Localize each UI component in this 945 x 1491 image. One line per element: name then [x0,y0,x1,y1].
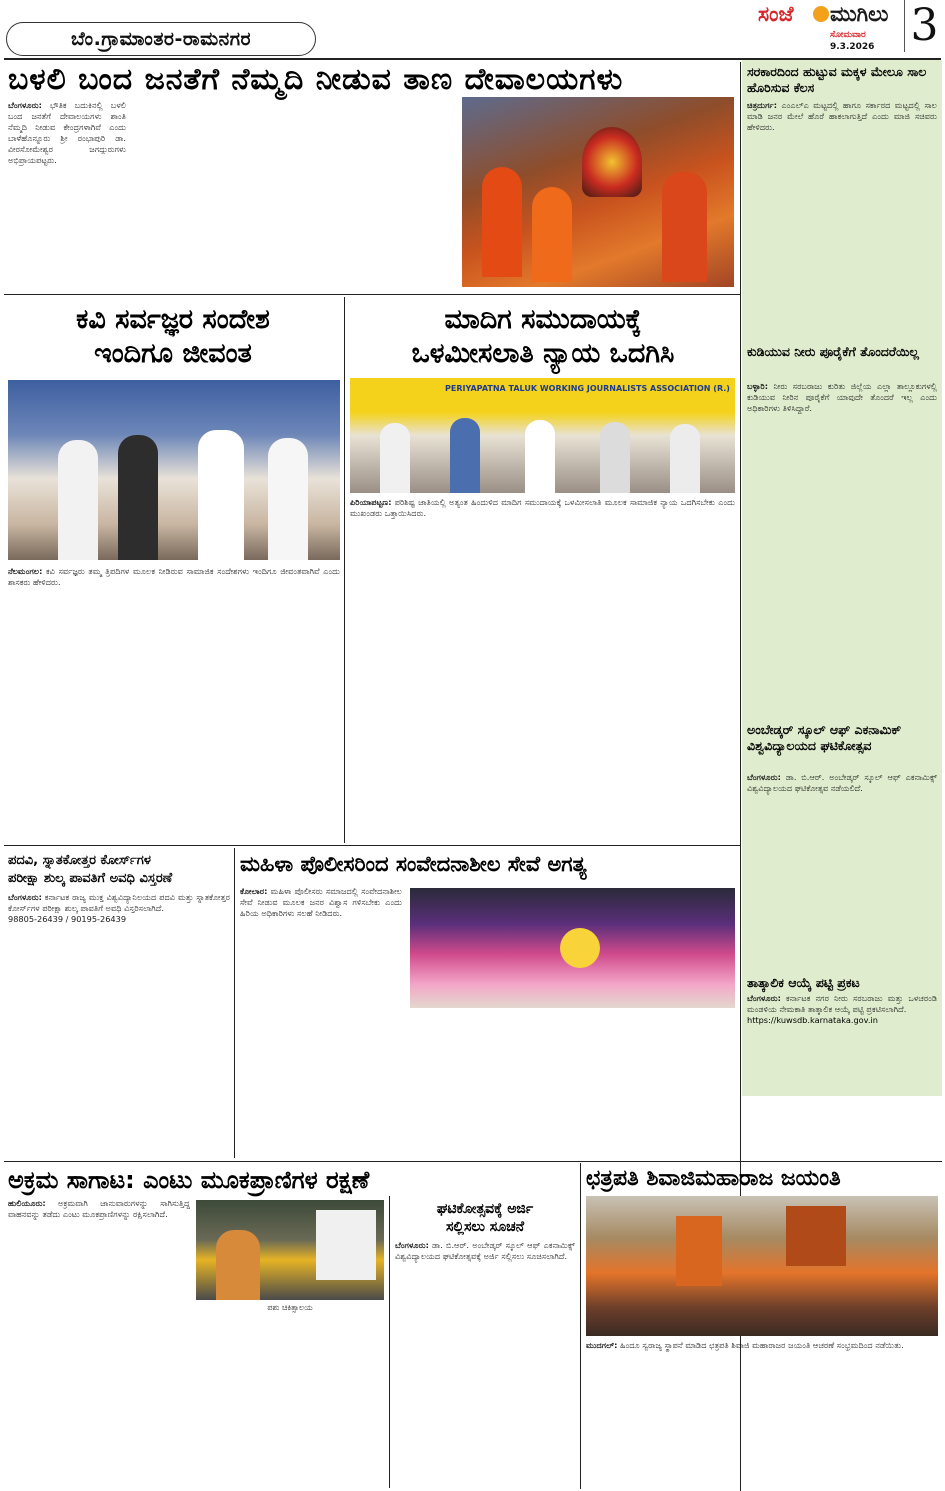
story-lead-temples: ಭೌತಿಕ ಬದುಕಿನಲ್ಲಿ ಬಳಲಿ ಬಂದ ಜನತೆಗೆ ದೇವಾಲಯಗಳು ಶಾಂತಿ ನೆಮ್ಮದಿ ನೀಡುವ ಕೇಂದ್ರಗಳಾಗಿವೆ ಎಂದು ಬಾಳೆಹೊನ್ನೂರು ಶ್ರೀ ರಂಭಾಪುರಿ ಡಾ. ವೀರಸೋಮೇಶ್ವರ ಜಗದ್ಗುರುಗಳು ಅಭಿಪ್ರಾಯಪಟ್ಟರು. [8,100,126,166]
issue-weekday: ಸೋಮವಾರ [830,30,866,40]
headline-line: ಪರೀಕ್ಷಾ ಶುಲ್ಕ ಪಾವತಿಗೆ ಅವಧಿ ವಿಸ್ತರಣೆ [8,871,173,886]
story-lead-convocation: ಡಾ. ಬಿ.ಆರ್. ಅಂಬೇಡ್ಕರ್ ಸ್ಕೂಲ್ ಆಫ್ ಎಕನಾಮಿಕ್ಸ್ ವಿಶ್ವವಿದ್ಯಾಲಯದ ಘಟಿಕೋತ್ಸವಕ್ಕೆ ಅರ್ಜಿ ಸಲ್ಲಿಸಲು ಸೂಚಿಸಲಾಗಿದೆ. [395,1240,575,1262]
truck-decor [316,1210,376,1280]
sidebar-body-temp-list [747,993,937,1088]
figure-decor [450,418,480,493]
helpline-numbers: 98805-26439 / 90195-26439 [8,914,127,925]
dateline: ಬೆಂಗಳೂರು: [8,100,42,110]
story-headline-exam-fee[interactable] [8,852,230,888]
dateline: ಬೆಂಗಳೂರು: [747,993,781,1003]
page-number: 3 [904,0,944,52]
dateline: ಬೆಂಗಳೂರು: [747,772,781,782]
figure-decor [525,420,555,493]
story-body-convocation [395,1240,575,1488]
sidebar-body-loans [747,100,937,338]
figure-decor [198,430,244,560]
story-body-women-police [240,886,402,1158]
headline-line: ಸಲ್ಲಿಸಲು ಸೂಚನೆ [445,1219,525,1235]
sidebar-lead-temp-list: ಕರ್ನಾಟಕ ನಗರ ನೀರು ಸರಬರಾಜು ಮತ್ತು ಒಳಚರಂಡಿ ಮಂಡಳಿಯ ನೇಮಕಾತಿ ತಾತ್ಕಾಲಿಕ ಆಯ್ಕೆ ಪಟ್ಟಿ ಪ್ರಕಟಿಸಲಾಗಿದೆ. [747,993,937,1015]
sidebar-body-water [747,381,937,717]
story-body-shivaji [586,1340,938,1488]
story-body-temples-placeholder [8,100,252,290]
column-divider [389,1196,390,1488]
photo-caption: ಪಶು ಚಿಕಿತ್ಸಾಲಯ [267,1303,313,1312]
balloon-decor [560,928,600,968]
figure-decor [482,167,522,277]
photo-women-police[interactable] [410,888,735,1008]
newspaper-logo[interactable] [758,2,906,52]
sidebar-headline-temp-list[interactable]: ತಾತ್ಕಾಲಿಕ ಆಯ್ಕೆ ಪಟ್ಟಿ ಪ್ರಕಟ [747,975,860,990]
row-divider [4,294,740,295]
story-headline-convocation[interactable] [395,1200,575,1236]
figure-decor [380,423,410,493]
headline-line: ಒಳಮೀಸಲಾತಿ ನ್ಯಾಯ ಒದಗಿಸಿ [411,338,675,369]
story-headline-shivaji[interactable]: ಛತ್ರಪತಿ ಶಿವಾಜಿಮಹಾರಾಜ ಜಯಂತಿ [586,1166,841,1191]
figure-decor [118,435,158,560]
issue-date: 9.3.2026 [830,42,875,52]
deity-decor [582,127,642,197]
story-lead-exam-fee: ಕರ್ನಾಟಕ ರಾಜ್ಯ ಮುಕ್ತ ವಿಶ್ವವಿದ್ಯಾನಿಲಯದ ಪದವಿ ಮತ್ತು ಸ್ನಾತಕೋತ್ತರ ಕೋರ್ಸ್‌ಗಳ ಪರೀಕ್ಷಾ ಶುಲ್ಕ ಪಾವತಿಗೆ ಅವಧಿ ವಿಸ್ತರಿಸಲಾಗಿದೆ. [8,892,230,914]
figure-decor [662,172,707,282]
story-headline-madiga[interactable] [350,303,736,371]
logo-text-secondary: ಮುಗಿಲು [830,2,889,26]
story-body-cattle [8,1198,190,1488]
photo-cattle-truck[interactable] [196,1200,384,1300]
story-body-exam-fee [8,892,230,1162]
story-headline-poet[interactable] [8,303,338,371]
section-banner: ಬೆಂ.ಗ್ರಾಮಾಂತರ-ರಾಮನಗರ [6,22,316,56]
sidebar-lead-ambedkar: ಡಾ. ಬಿ.ಆರ್. ಅಂಬೇಡ್ಕರ್ ಸ್ಕೂಲ್ ಆಫ್ ಎಕನಾಮಿಕ್ಸ್ ವಿಶ್ವವಿದ್ಯಾಲಯದ ಘಟಿಕೋತ್ಸವ ನಡೆಯಲಿದೆ. [747,772,937,794]
sun-icon [813,6,829,22]
headline-line: ಪದವಿ, ಸ್ನಾತಕೋತ್ತರ ಕೋರ್ಸ್‌ಗಳ [8,853,151,868]
sidebar-lead-loans: ಎಂಎಲ್ಎ ಮಟ್ಟದಲ್ಲಿ ಹಾಗೂ ಸರ್ಕಾರದ ಮಟ್ಟದಲ್ಲಿ ಸಾಲ ಮಾಡಿ ಜನರ ಮೇಲೆ ಹೊರೆ ಹಾಕಲಾಗುತ್ತಿದೆ ಎಂದು ಮಾಜಿ ಸಚಿವರು ಹೇಳಿದರು. [747,100,937,133]
sidebar-lead-water: ನೀರು ಸರಬರಾಜು ಕುರಿತು ಜಿಲ್ಲೆಯ ಎಲ್ಲಾ ತಾಲ್ಲೂಕುಗಳಲ್ಲಿ ಕುಡಿಯುವ ನೀರಿನ ಪೂರೈಕೆಗೆ ಯಾವುದೇ ತೊಂದರೆ ಇಲ್ಲ ಎಂದು ಅಧಿಕಾರಿಗಳು ತಿಳಿಸಿದ್ದಾರೆ. [747,381,937,414]
sidebar-headline-loans[interactable]: ಸರಕಾರದಿಂದ ಹುಟ್ಟುವ ಮಕ್ಕಳ ಮೇಲೂ ಸಾಲ ಹೊರಿಸುವ ಕೆಲಸ [747,64,927,95]
story-lead-shivaji: ಹಿಂದೂ ಸ್ವರಾಜ್ಯ ಸ್ಥಾಪನೆ ಮಾಡಿದ ಛತ್ರಪತಿ ಶಿವಾಜಿ ಮಹಾರಾಜರ ಜಯಂತಿ ಆಚರಣೆ ಸಂಭ್ರಮದಿಂದ ನಡೆಯಿತು. [619,1340,904,1350]
column-divider [344,297,345,843]
headline-line: ಇಂದಿಗೂ ಜೀವಂತ [94,338,252,369]
headline-line: ಘಟಿಕೋತ್ಸವಕ್ಕೆ ಅರ್ಜಿ [436,1201,534,1217]
photo-temple-swamijis[interactable] [462,97,734,287]
figure-decor [216,1230,260,1300]
photo-shivaji-procession[interactable] [586,1196,938,1336]
photo-poet-event[interactable] [8,380,340,560]
photo-banner-text: PERIYAPATNA TALUK WORKING JOURNALISTS ASSOCIATION (R.) [445,384,730,393]
photo-madiga-press[interactable] [350,378,735,493]
sidebar-link[interactable]: https://kuwsdb.karnataka.gov.in [747,1015,878,1026]
figure-decor [600,422,630,493]
dateline: ಬಳ್ಳಾರಿ: [747,381,768,391]
dateline: ನೆಲಮಂಗಲ: [8,566,43,576]
figure-decor [532,187,572,282]
dateline: ಬೆಂಗಳೂರು: [395,1240,429,1250]
row-divider [4,1161,942,1162]
column-divider [580,1163,581,1489]
story-lead-poet: ಕವಿ ಸರ್ವಜ್ಞರು ತಮ್ಮ ತ್ರಿಪದಿಗಳ ಮೂಲಕ ನೀಡಿರುವ ಸಾಮಾಜಿಕ ಸಂದೇಶಗಳು ಇಂದಿಗೂ ಜೀವಂತವಾಗಿವೆ ಎಂದು ಶಾಸಕರು ಹೇಳಿದರು. [8,566,340,588]
story-headline-cattle[interactable]: ಅಕ್ರಮ ಸಾಗಾಟ: ಎಂಟು ಮೂಕಪ್ರಾಣಿಗಳ ರಕ್ಷಣೆ [8,1166,370,1194]
dateline: ಕೋಲಾರ: [240,886,268,896]
story-lead-women-police: ಮಹಿಳಾ ಪೊಲೀಸರು ಸಮಾಜದಲ್ಲಿ ಸಂವೇದನಾಶೀಲ ಸೇವೆ ನೀಡುವ ಮೂಲಕ ಜನರ ವಿಶ್ವಾಸ ಗಳಿಸಬೇಕು ಎಂದು ಹಿರಿಯ ಅಧಿಕಾರಿಗಳು ಸಲಹೆ ನೀಡಿದರು. [240,886,402,919]
story-body-cattle-cont [196,1318,384,1488]
story-body-madiga [350,497,735,837]
dateline: ಮುದಗಲ್: [586,1340,618,1350]
figure-decor [268,438,308,560]
story-lead-madiga: ಪರಿಶಿಷ್ಟ ಜಾತಿಯಲ್ಲಿ ಅತ್ಯಂತ ಹಿಂದುಳಿದ ಮಾದಿಗ ಸಮುದಾಯಕ್ಕೆ ಒಳಮೀಸಲಾತಿ ಮೂಲಕ ಸಾಮಾಜಿಕ ನ್ಯಾಯ ಒದಗಿಸಬೇಕು ಎಂದು ಮುಖಂಡರು ಒತ್ತಾಯಿಸಿದರು. [350,497,735,519]
story-body-women-police-cont [410,1012,735,1158]
dateline: ಪಿರಿಯಾಪಟ್ಟಣ: [350,497,392,507]
dateline: ಬೆಂಗಳೂರು: [8,892,42,902]
figure-decor [670,424,700,493]
row-divider [4,845,740,846]
dateline: ಹುಲಿಯೂರು: [8,1198,46,1208]
sidebar-headline-ambedkar[interactable]: ಅಂಬೇಡ್ಕರ್ ಸ್ಕೂಲ್ ಆಫ್ ಎಕನಾಮಿಕ್ ವಿಶ್ವವಿದ್ಯಾಲಯದ ಘಟಿಕೋತ್ಸವ [747,722,902,753]
story-headline-temples[interactable]: ಬಳಲಿ ಬಂದ ಜನತೆಗೆ ನೆಮ್ಮದಿ ನೀಡುವ ತಾಣ ದೇವಾಲಯಗಳು [8,62,624,97]
story-body-poet [8,566,340,836]
sidebar-body-ambedkar [747,772,937,970]
column-divider [234,848,235,1158]
logo-text-primary: ಸಂಜೆ [758,2,794,26]
figure-decor [58,440,98,560]
flag-decor [676,1216,722,1286]
headline-line: ಮಾದಿಗ ಸಮುದಾಯಕ್ಕೆ [444,304,642,335]
banner-decor [786,1206,846,1266]
sidebar-headline-water[interactable]: ಕುಡಿಯುವ ನೀರು ಪೂರೈಕೆಗೆ ತೊಂದರೆಯಿಲ್ಲ [747,344,919,359]
headline-line: ಕವಿ ಸರ್ವಜ್ಞರ ಸಂದೇಶ [76,304,270,335]
story-headline-women-police[interactable]: ಮಹಿಳಾ ಪೊಲೀಸರಿಂದ ಸಂವೇದನಾಶೀಲ ಸೇವೆ ಅಗತ್ಯ [240,852,587,876]
dateline: ಚಿತ್ರದುರ್ಗ: [747,100,778,110]
story-lead-cattle: ಅಕ್ರಮವಾಗಿ ಜಾನುವಾರುಗಳನ್ನು ಸಾಗಿಸುತ್ತಿದ್ದ ವಾಹನವನ್ನು ತಡೆದು ಎಂಟು ಮೂಕಪ್ರಾಣಿಗಳನ್ನು ರಕ್ಷಿಸಲಾಗಿದೆ. [8,1198,190,1220]
